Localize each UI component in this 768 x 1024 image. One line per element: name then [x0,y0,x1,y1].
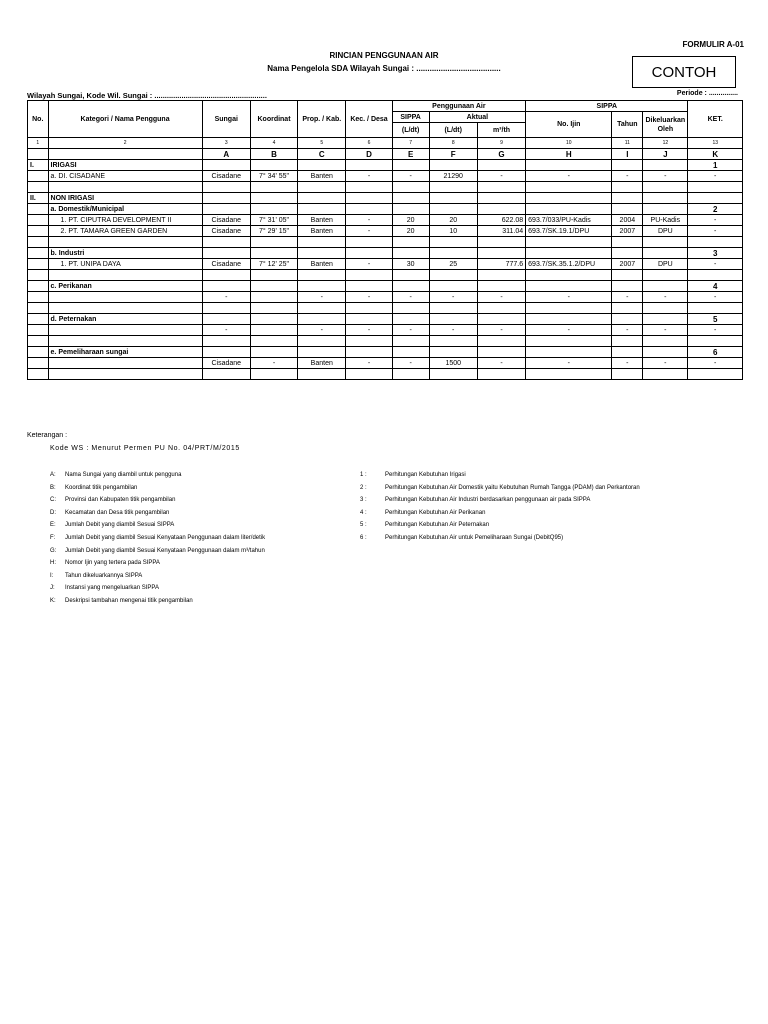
letter-cell: F [429,149,477,160]
table-row [28,292,743,303]
header-row-1 [28,101,743,112]
index-cell: 10 [526,138,612,149]
subsection-row-perikanan [28,281,743,292]
penggunaan-air-header: Penggunaan Air [392,101,526,112]
document-subtitle: Nama Pengelola SDA Wilayah Sungai : ...................................... [267,64,501,73]
dikeluarkan-cell: - [643,325,688,336]
tahun-cell: - [612,325,643,336]
subsection-row-industri [28,248,743,259]
section-number: II. [28,193,49,204]
empty-row [28,303,743,314]
keterangan-label: Keterangan : [27,432,68,439]
dikeluarkan-cell: PU-Kadis [643,215,688,226]
ket-value: 2 [688,204,743,215]
prop-cell: Banten [298,226,346,237]
ket-value: 4 [688,281,743,292]
legend-item: 1 : Perhitungan Kebutuhan Irigasi [360,472,466,478]
col-aktual-ldt-header: (L/dt) [429,123,477,138]
sippa-ldt-cell: - [392,292,429,303]
letter-cell: K [688,149,743,160]
ket-value: 3 [688,248,743,259]
subsection-label: b. Industri [48,248,202,259]
aktual-m3-cell: - [477,358,525,369]
kode-ws-note: Kode WS : Menurut Permen PU No. 04/PRT/M/2015 [50,445,240,452]
prop-cell: - [298,325,346,336]
letter-cell: B [250,149,297,160]
sippa-ldt-cell: 30 [392,259,429,270]
koordinat-cell: 7° 31' 05" [250,215,297,226]
legend-item: A: Nama Sungai yang diambil untuk pengguna [50,472,182,478]
user-name: 1. PT. UNIPA DAYA [48,259,202,270]
table-row [28,215,743,226]
subsection-row-domestik [28,204,743,215]
ket-cell: - [688,292,743,303]
prop-cell: Banten [298,215,346,226]
koordinat-cell: - [250,358,297,369]
ket-value: 1 [688,160,743,171]
ket-cell: - [688,259,743,270]
no-ijin-cell: 693.7/SK.35.1.2/DPU [526,259,612,270]
sungai-cell: Cisadane [202,215,250,226]
sippa-ldt-cell: - [392,171,429,182]
ket-cell: - [688,171,743,182]
no-ijin-cell: 693.7/SK.19.1/DPU [526,226,612,237]
col-sippa-ldt-header: (L/dt) [392,123,429,138]
tahun-cell: 2007 [612,259,643,270]
index-cell: 6 [346,138,392,149]
tahun-cell: 2007 [612,226,643,237]
contoh-stamp: CONTOH [632,56,736,88]
subsection-row-pemeliharaan [28,347,743,358]
ket-legend [360,469,640,545]
aktual-m3-cell: 777.6 [477,259,525,270]
prop-cell: - [298,292,346,303]
no-ijin-cell: - [526,358,612,369]
aktual-ldt-cell: 25 [429,259,477,270]
legend-item: 4 : Perhitungan Kebutuhan Air Perikanan [360,509,486,516]
index-cell: 11 [612,138,643,149]
section-row-non-irigasi [28,193,743,204]
table-row [28,259,743,270]
tahun-cell: - [612,358,643,369]
col-sungai-header: Sungai [202,101,250,138]
legend-item: I: Tahun dikeluarkannya SIPPA [50,572,143,579]
water-usage-table [27,100,743,380]
legend-item: F: Jumlah Debit yang diambil Sesuai Kenyataan Penggunaan dalam liter/detik [50,534,266,541]
subsection-label: a. Domestik/Municipal [48,204,202,215]
col-aktual-m3-header: m³/th [477,123,525,138]
table-row [28,325,743,336]
dikeluarkan-cell: - [643,292,688,303]
user-name: a. DI. CISADANE [48,171,202,182]
col-kategori-header: Kategori / Nama Pengguna [48,101,202,138]
empty-row [28,182,743,193]
sippa-ldt-cell: - [392,325,429,336]
sungai-cell: - [202,325,250,336]
legend-item: K: Deskripsi tambahan mengenai titik pengambilan [50,597,193,604]
ket-value: 5 [688,314,743,325]
letter-cell: H [526,149,612,160]
koordinat-cell: 7° 12' 25" [250,259,297,270]
aktual-m3-cell: 622.08 [477,215,525,226]
koordinat-cell: 7° 34' 55" [250,171,297,182]
col-dikeluarkan-header: Dikeluarkan Oleh [643,112,688,138]
letter-cell: G [477,149,525,160]
sungai-cell: Cisadane [202,259,250,270]
kec-cell: - [346,292,392,303]
sippa-ldt-cell: - [392,358,429,369]
legend-item: B: Koordinat titik pengambilan [50,484,138,491]
index-cell: 8 [429,138,477,149]
index-cell: 1 [28,138,49,149]
empty-row [28,336,743,347]
document-title: RINCIAN PENGGUNAAN AIR [329,51,439,60]
aktual-ldt-cell: 1500 [429,358,477,369]
empty-row [28,369,743,380]
prop-cell: Banten [298,171,346,182]
table-row [28,226,743,237]
aktual-m3-cell: - [477,171,525,182]
col-ket-header: KET. [688,101,743,138]
aktual-ldt-cell: - [429,292,477,303]
col-koordinat-header: Koordinat [250,101,297,138]
aktual-m3-cell: - [477,292,525,303]
subsection-label: c. Perikanan [48,281,202,292]
legend-item: E: Jumlah Debit yang diambil Sesuai SIPPA [50,522,175,529]
section-number: I. [28,160,49,171]
sungai-cell: Cisadane [202,358,250,369]
index-cell: 3 [202,138,250,149]
prop-cell: Banten [298,259,346,270]
ket-cell: - [688,226,743,237]
aktual-ldt-cell: 10 [429,226,477,237]
dikeluarkan-cell: - [643,171,688,182]
aktual-m3-cell: 311.04 [477,226,525,237]
form-code: FORMULIR A-01 [682,40,744,49]
section-label: IRIGASI [48,160,202,171]
col-tahun-header: Tahun [612,112,643,138]
no-ijin-cell: - [526,325,612,336]
column-letter-row [28,149,743,160]
letter-cell: C [298,149,346,160]
aktual-m3-cell: - [477,325,525,336]
section-label: NON IRIGASI [48,193,202,204]
legend-item: J: Instansi yang mengeluarkan SIPPA [50,585,159,592]
tahun-cell: - [612,171,643,182]
sungai-cell: - [202,292,250,303]
section-row-irigasi [28,160,743,171]
sippa-header: SIPPA [392,112,429,123]
ket-cell: - [688,215,743,226]
periode-label: Periode : ............... [676,90,738,97]
col-prop-header: Prop. / Kab. [298,101,346,138]
letter-cell: I [612,149,643,160]
index-cell: 13 [688,138,743,149]
aktual-ldt-cell: 21290 [429,171,477,182]
sippa-ldt-cell: 20 [392,226,429,237]
subsection-label: e. Pemeliharaan sungai [48,347,202,358]
empty-row [28,237,743,248]
no-ijin-cell: - [526,171,612,182]
kec-cell: - [346,171,392,182]
legend-item: C: Provinsi dan Kabupaten titik pengambilan [50,497,176,504]
tahun-cell: - [612,292,643,303]
sungai-cell: Cisadane [202,226,250,237]
legend-item: 5 : Perhitungan Kebutuhan Air Peternakan [360,522,490,529]
legend-item: 6 : Perhitungan Kebutuhan Air untuk Pemeliharaan Sungai (DebitQ95) [360,534,564,541]
letter-cell: D [346,149,392,160]
sippa-group-header: SIPPA [526,101,688,112]
ket-cell: - [688,358,743,369]
kec-cell: - [346,215,392,226]
ket-value: 6 [688,347,743,358]
kec-cell: - [346,226,392,237]
tahun-cell: 2004 [612,215,643,226]
table-row [28,171,743,182]
index-cell: 4 [250,138,297,149]
dikeluarkan-cell: - [643,358,688,369]
col-no-header: No. [28,101,49,138]
kec-cell: - [346,358,392,369]
letter-cell: E [392,149,429,160]
index-cell: 2 [48,138,202,149]
index-cell: 5 [298,138,346,149]
legend-item: D: Kecamatan dan Desa titik pengambilan [50,509,170,516]
kec-cell: - [346,259,392,270]
wilayah-sungai-label: Wilayah Sungai, Kode Wil. Sungai : ...................................................... [27,91,267,100]
user-name: 1. PT. CIPUTRA DEVELOPMENT II [48,215,202,226]
column-legend [50,469,265,608]
prop-cell: Banten [298,358,346,369]
dikeluarkan-cell: DPU [643,226,688,237]
empty-row [28,270,743,281]
no-ijin-cell: - [526,292,612,303]
legend-item: 2 : Perhitungan Kebutuhan Air Domestik yaitu Kebutuhan Rumah Tangga (PDAM) dan Perkantoran [360,484,640,491]
legend-item: H: Nomor Ijin yang tertera pada SIPPA [50,560,160,567]
aktual-header: Aktual [429,112,526,123]
index-cell: 9 [477,138,525,149]
col-kec-header: Kec. / Desa [346,101,392,138]
ket-cell: - [688,325,743,336]
letter-cell: A [202,149,250,160]
kec-cell: - [346,325,392,336]
subsection-row-peternakan [28,314,743,325]
aktual-ldt-cell: - [429,325,477,336]
table-row [28,358,743,369]
user-name: 2. PT. TAMARA GREEN GARDEN [48,226,202,237]
aktual-ldt-cell: 20 [429,215,477,226]
index-cell: 7 [392,138,429,149]
col-no-ijin-header: No. Ijin [526,112,612,138]
legend-item: G: Jumlah Debit yang diambil Sesuai Kenyataan Penggunaan dalam m³/tahun [50,547,265,554]
sungai-cell: Cisadane [202,171,250,182]
koordinat-cell: 7° 29' 15" [250,226,297,237]
index-cell: 12 [643,138,688,149]
sippa-ldt-cell: 20 [392,215,429,226]
subsection-label: d. Peternakan [48,314,202,325]
letter-cell: J [643,149,688,160]
legend-item: 3 : Perhitungan Kebutuhan Air Industri berdasarkan penggunaan air pada SIPPA [360,497,591,504]
no-ijin-cell: 693.7/033/PU-Kadis [526,215,612,226]
dikeluarkan-cell: DPU [643,259,688,270]
column-index-row [28,138,743,149]
